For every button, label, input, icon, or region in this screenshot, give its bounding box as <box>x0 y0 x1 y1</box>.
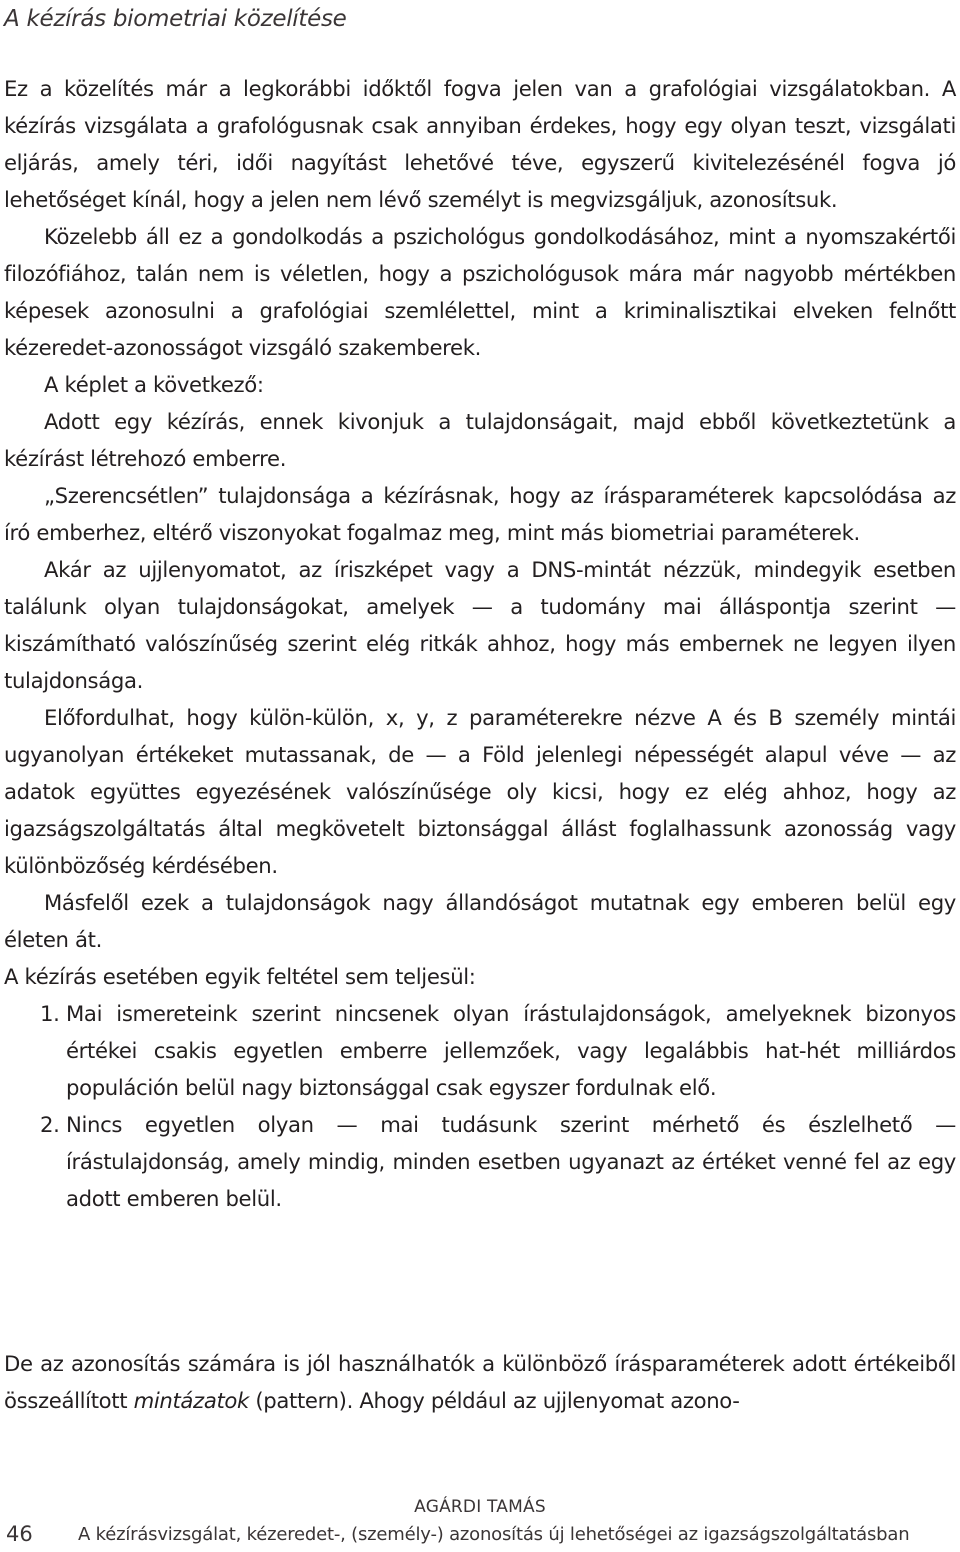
paragraph: Közelebb áll ez a gondolkodás a pszichológus gondolkodásához, mint a nyomszakértői filozófiához, talán nem is véletlen, hogy a pszichológusok mára már nagyobb mértékben képesek azonosulni a grafológiai szemlélettel, mint a kriminalisztikai elveken felnőtt kézeredet-azonosságot vizsgáló szakemberek. <box>4 224 956 360</box>
list-item-number: 1. <box>40 1001 60 1026</box>
footer-book-title: A kézírásvizsgálat, kézeredet-, (személy-) azonosítás új lehetőségei az igazságszolgáltatásban <box>78 1524 910 1545</box>
list-item-number: 2. <box>40 1112 60 1137</box>
list-item-text: Nincs egyetlen olyan — mai tudásunk szerint mérhető és észlelhető — írástulajdonság, amely mindig, minden esetben ugyanazt az értéket venné fel az egy adott emberen belül. <box>66 1112 956 1211</box>
numbered-list <box>4 995 956 1217</box>
paragraph: Akár az ujjlenyomatot, az íriszképet vagy a DNS-mintát nézzük, mindegyik esetben találunk olyan tulajdonságokat, amelyek — a tudomány mai álláspontja szerint — kiszámítható valószínűség szerint elég ritkák ahhoz, hogy más embernek ne legyen ilyen tulajdonsága. <box>4 557 956 693</box>
paragraph: Adott egy kézírás, ennek kivonjuk a tulajdonságait, majd ebből következtetünk a kézírást létrehozó emberre. <box>4 409 956 471</box>
footer-author: AGÁRDI TAMÁS <box>414 1497 546 1517</box>
paragraph: Másfelől ezek a tulajdonságok nagy állandóságot mutatnak egy emberen belül egy életen át. <box>4 890 956 952</box>
closing-text-end: (pattern). Ahogy például az ujjlenyomat azono- <box>248 1388 740 1414</box>
paragraph: „Szerencsétlen” tulajdonsága a kézírásnak, hogy az írásparaméterek kapcsolódása az író emberhez, eltérő viszonyokat fogalmaz meg, mint más biometriai paraméterek. <box>4 483 956 545</box>
paragraph: Ez a közelítés már a legkorábbi időktől fogva jelen van a grafológiai vizsgálatokban. A kézírás vizsgálata a grafológusnak csak annyiban érdekes, hogy egy olyan teszt, vizsgálati eljárás, amely téri, idői nagyítást lehetővé téve, egyszerű kivitelezésénél fogva jó lehetőséget kínál, hogy a jelen nem lévő személyt is megvizsgáljuk, azonosítsuk. <box>4 76 956 212</box>
paragraph: Előfordulhat, hogy külön-külön, x, y, z paraméterekre nézve A és B személy mintái ugyanolyan értékeket mutassanak, de — a Föld jelenlegi népességét alapul véve — az adatok együttes egyezésének valószínűsége oly kicsi, hogy ez elég ahhoz, hogy az igazságszolgáltatás által megkövetelt biztonsággal állást foglalhassunk azonosság vagy különbözőség kérdésében. <box>4 705 956 878</box>
closing-text-start: De az azonosítás számára is jól használhatók a különböző írásparaméterek adott értékeiből összeállított <box>4 1351 956 1414</box>
body-text <box>4 70 956 1217</box>
list-item <box>4 995 956 1106</box>
page-number: 46 <box>6 1522 33 1546</box>
paragraph: A képlet a következő: <box>44 372 264 397</box>
paragraph: A kézírás esetében egyik feltétel sem teljesül: <box>4 964 476 989</box>
closing-paragraph <box>4 1345 956 1419</box>
emphasized-term: mintázatok <box>133 1388 249 1414</box>
list-item <box>4 1106 956 1217</box>
list-item-text: Mai ismereteink szerint nincsenek olyan írástulajdonságok, amelyeknek bizonyos értékei csakis egyetlen emberre jellemzőek, vagy legalábbis hat-hét milliárdos populáción belül nagy biztonsággal csak egyszer fordulnak elő. <box>66 1001 956 1100</box>
section-heading: A kézírás biometriai közelítése <box>4 6 347 32</box>
